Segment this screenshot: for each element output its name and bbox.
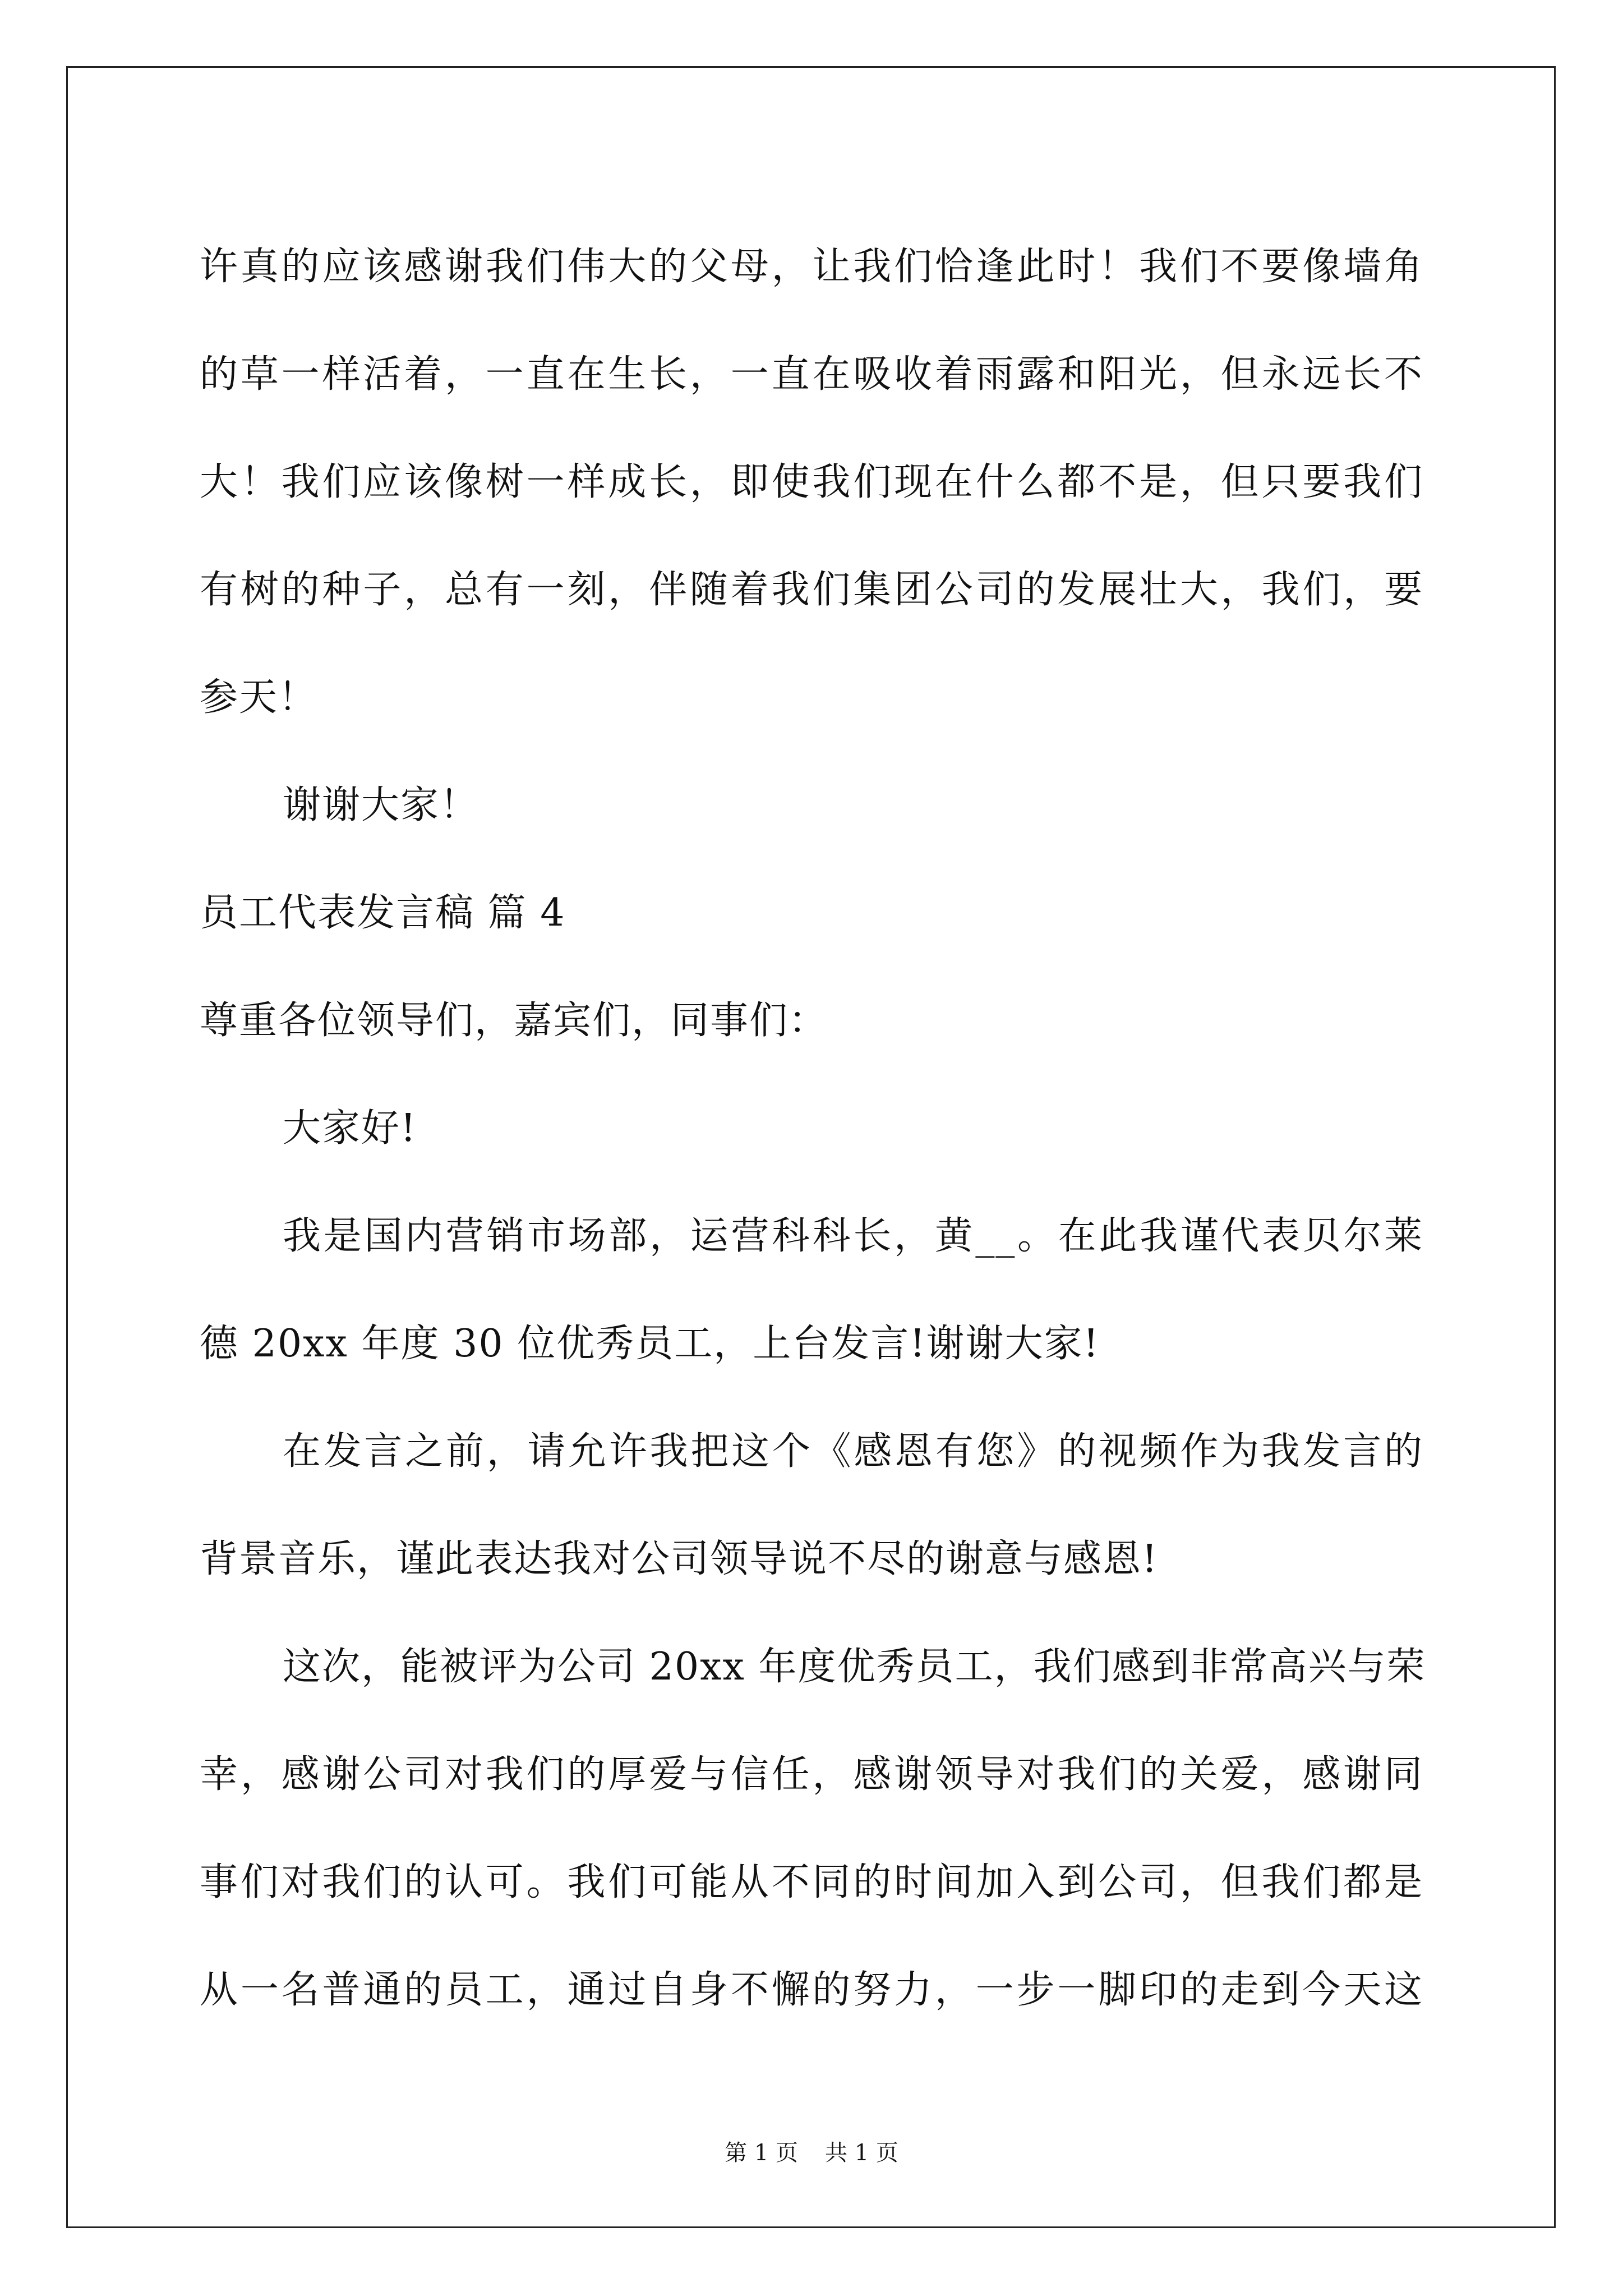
page-total: 共 1 页 xyxy=(825,2140,898,2166)
paragraph-line: 我是国内营销市场部，运营科科长，黄__。在此我谨代表贝尔莱 xyxy=(283,1214,1423,1258)
paragraph-line: 大！我们应该像树一样成长，即使我们现在什么都不是，但只要我们 xyxy=(200,460,1423,504)
paragraph-line: 大家好! xyxy=(283,1106,417,1151)
document-body xyxy=(200,213,1426,2044)
page-footer xyxy=(0,2137,1623,2169)
section-heading: 员工代表发言稿 篇 4 xyxy=(200,891,566,935)
salutation: 尊重各位领导们，嘉宾们，同事们： xyxy=(200,999,828,1043)
page-number: 第 1 页 xyxy=(725,2140,798,2166)
paragraph-line: 背景音乐，谨此表达我对公司领导说不尽的谢意与感恩! xyxy=(200,1537,1159,1581)
paragraph-line: 有树的种子，总有一刻，伴随着我们集团公司的发展壮大，我们，要 xyxy=(200,568,1423,612)
paragraph-line: 德 20xx 年度 30 位优秀员工，上台发言!谢谢大家! xyxy=(200,1322,1100,1366)
paragraph-line: 幸，感谢公司对我们的厚爱与信任，感谢领导对我们的关爱，感谢同 xyxy=(200,1752,1423,1797)
paragraph-line: 从一名普通的员工，通过自身不懈的努力，一步一脚印的走到今天这 xyxy=(200,1968,1423,2012)
paragraph-line: 在发言之前，请允许我把这个《感恩有您》的视频作为我发言的 xyxy=(283,1429,1423,1474)
paragraph-line: 事们对我们的认可。我们可能从不同的时间加入到公司，但我们都是 xyxy=(200,1860,1423,1904)
paragraph-line: 这次，能被评为公司 20xx 年度优秀员工，我们感到非常高兴与荣 xyxy=(283,1645,1426,1689)
paragraph-line: 的草一样活着，一直在生长，一直在吸收着雨露和阳光，但永远长不 xyxy=(200,352,1423,397)
paragraph-line: 参天！ xyxy=(200,675,318,720)
paragraph-line: 许真的应该感谢我们伟大的父母，让我们恰逢此时！我们不要像墙角 xyxy=(200,245,1423,289)
paragraph-line: 谢谢大家！ xyxy=(283,783,479,827)
